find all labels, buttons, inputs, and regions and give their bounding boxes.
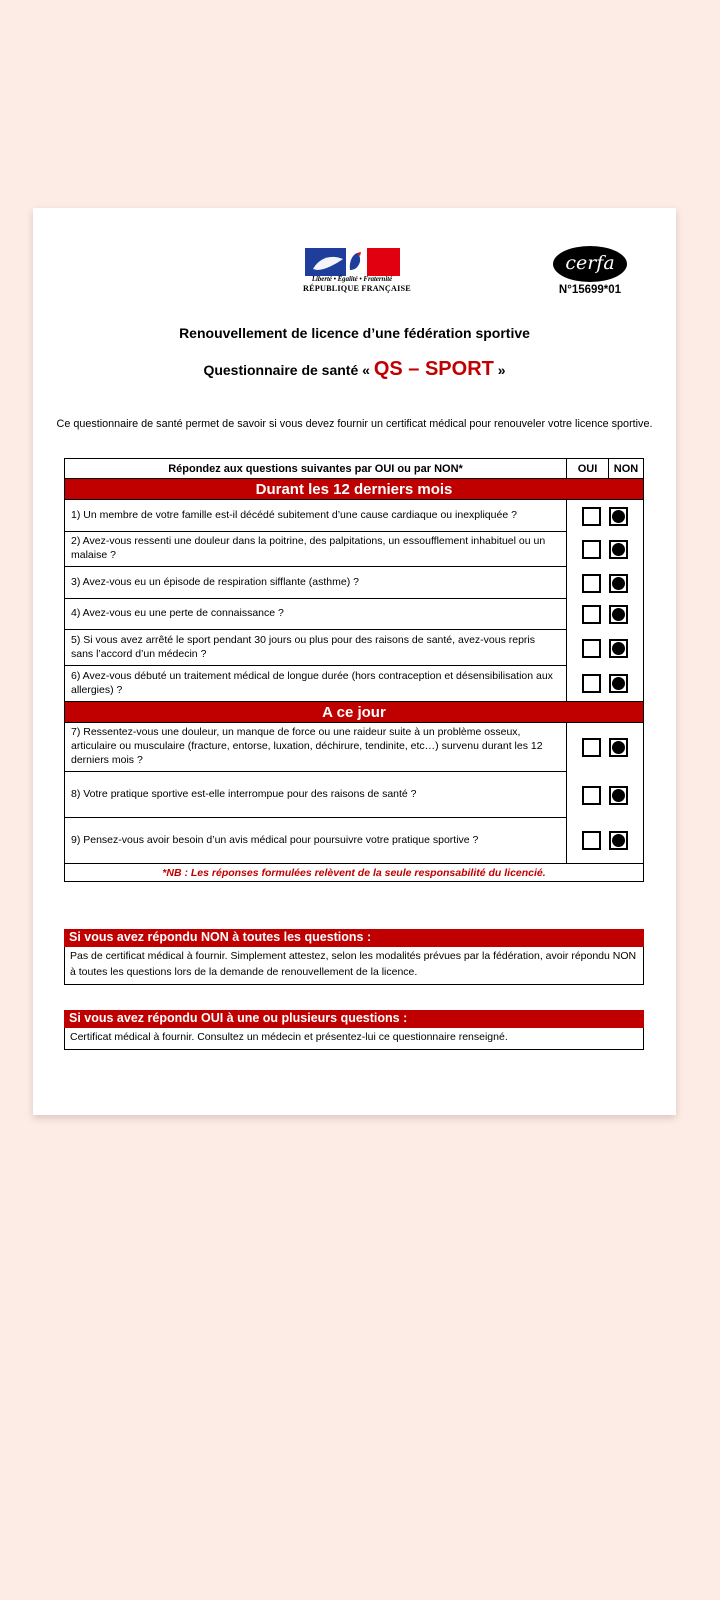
oui-checkbox[interactable] (582, 639, 601, 658)
question-row (65, 567, 643, 599)
question-text: 6) Avez-vous débuté un traitement médical de longue durée (hors contraception et désensibilisation aux allergies) ? (65, 666, 567, 701)
cerfa-logo-icon (553, 246, 627, 282)
answer-cell (567, 723, 643, 772)
table-footnote: *NB : Les réponses formulées relèvent de la seule responsabilité du licencié. (65, 863, 643, 881)
check-mark (612, 510, 625, 523)
outcome-oui-title: Si vous avez répondu OUI à une ou plusieurs questions : (64, 1010, 644, 1028)
check-mark (612, 543, 625, 556)
oui-checkbox[interactable] (582, 574, 601, 593)
question-text: 7) Ressentez-vous une douleur, un manque de force ou une raideur suite à un problème osseux, articulaire ou musculaire (fracture, entorse, luxation, déchirure, tendinite, etc…) survenu durant les 12 derniers mois ? (65, 723, 567, 772)
answer-cell (567, 630, 643, 666)
outcome-non-box (64, 929, 644, 985)
question-row (65, 599, 643, 630)
column-header-oui: OUI (567, 459, 609, 478)
table-header-row (65, 459, 643, 478)
question-text: 5) Si vous avez arrêté le sport pendant 30 jours ou plus pour des raisons de santé, avez-vous repris sans l’accord d’un médecin ? (65, 630, 567, 666)
oui-checkbox[interactable] (582, 605, 601, 624)
question-text: 4) Avez-vous eu une perte de connaissance ? (65, 599, 567, 630)
column-header-non: NON (613, 462, 639, 475)
document-page (33, 208, 676, 1115)
subtitle-suffix: » (493, 362, 506, 378)
marianne-motto: Liberté • Égalité • Fraternité (311, 276, 393, 283)
non-checkbox[interactable] (609, 639, 628, 658)
answer-cell (567, 818, 643, 863)
oui-checkbox[interactable] (582, 831, 601, 850)
non-checkbox[interactable] (609, 507, 628, 526)
non-checkbox[interactable] (609, 738, 628, 757)
french-flag-icon (303, 248, 401, 276)
question-row (65, 723, 643, 772)
question-text: 8) Votre pratique sportive est-elle interrompue pour des raisons de santé ? (65, 772, 567, 818)
republique-francaise-logo (303, 248, 411, 293)
non-checkbox[interactable] (609, 786, 628, 805)
outcome-non-body: Pas de certificat médical à fournir. Simplement attestez, selon les modalités prévues par la fédération, avoir répondu NON à toutes les questions lors de la demande de renouvellement de la licence. (64, 947, 644, 985)
cerfa-form-number: N°15699*01 (558, 284, 622, 296)
question-row (65, 772, 643, 818)
question-text: 1) Un membre de votre famille est-il décédé subitement d’une cause cardiaque ou inexpliquée ? (65, 500, 567, 532)
check-mark (612, 677, 625, 690)
section-header: Durant les 12 derniers mois (65, 478, 643, 500)
oui-checkbox[interactable] (582, 786, 601, 805)
answer-cell (567, 500, 643, 532)
non-checkbox[interactable] (609, 674, 628, 693)
outcome-oui-body: Certificat médical à fournir. Consultez un médecin et présentez-lui ce questionnaire renseigné. (64, 1028, 644, 1050)
oui-checkbox[interactable] (582, 507, 601, 526)
answer-cell (567, 567, 643, 599)
document-subtitle (33, 358, 676, 381)
check-mark (612, 642, 625, 655)
question-row (65, 532, 643, 567)
outcome-non-title: Si vous avez répondu NON à toutes les questions : (64, 929, 644, 947)
answer-cell (567, 772, 643, 818)
question-row (65, 818, 643, 863)
non-checkbox[interactable] (609, 605, 628, 624)
republique-francaise-label: RÉPUBLIQUE FRANÇAISE (303, 284, 411, 293)
check-mark (612, 834, 625, 847)
subtitle-prefix: Questionnaire de santé « (203, 362, 374, 378)
check-mark (612, 608, 625, 621)
questionnaire-table (64, 458, 644, 882)
oui-checkbox[interactable] (582, 540, 601, 559)
oui-checkbox[interactable] (582, 674, 601, 693)
answer-cell (567, 666, 643, 701)
question-row (65, 500, 643, 532)
section-header: A ce jour (65, 701, 643, 723)
non-checkbox[interactable] (609, 540, 628, 559)
oui-checkbox[interactable] (582, 738, 601, 757)
non-checkbox[interactable] (609, 831, 628, 850)
document-title: Renouvellement de licence d’une fédération sportive (179, 325, 530, 341)
non-checkbox[interactable] (609, 574, 628, 593)
question-row (65, 666, 643, 701)
qs-sport-highlight: QS – SPORT (373, 358, 494, 380)
check-mark (612, 789, 625, 802)
check-mark (612, 741, 625, 754)
question-row (65, 630, 643, 666)
question-text: 9) Pensez-vous avoir besoin d’un avis médical pour poursuivre votre pratique sportive ? (65, 818, 567, 863)
check-mark (612, 577, 625, 590)
answer-cell (567, 599, 643, 630)
table-instruction: Répondez aux questions suivantes par OUI ou par NON* (65, 459, 567, 478)
cerfa-logo-text: cerfa (565, 251, 615, 274)
outcome-oui-box (64, 1010, 644, 1050)
answer-cell (567, 532, 643, 567)
intro-text: Ce questionnaire de santé permet de savoir si vous devez fournir un certificat médical pour renouveler votre licence sportive. (56, 418, 653, 430)
cerfa-logo-block (551, 246, 629, 296)
question-text: 3) Avez-vous eu un épisode de respiration sifflante (asthme) ? (65, 567, 567, 599)
table-body (65, 478, 643, 863)
question-text: 2) Avez-vous ressenti une douleur dans la poitrine, des palpitations, un essoufflement inhabituel ou un malaise ? (65, 532, 567, 567)
